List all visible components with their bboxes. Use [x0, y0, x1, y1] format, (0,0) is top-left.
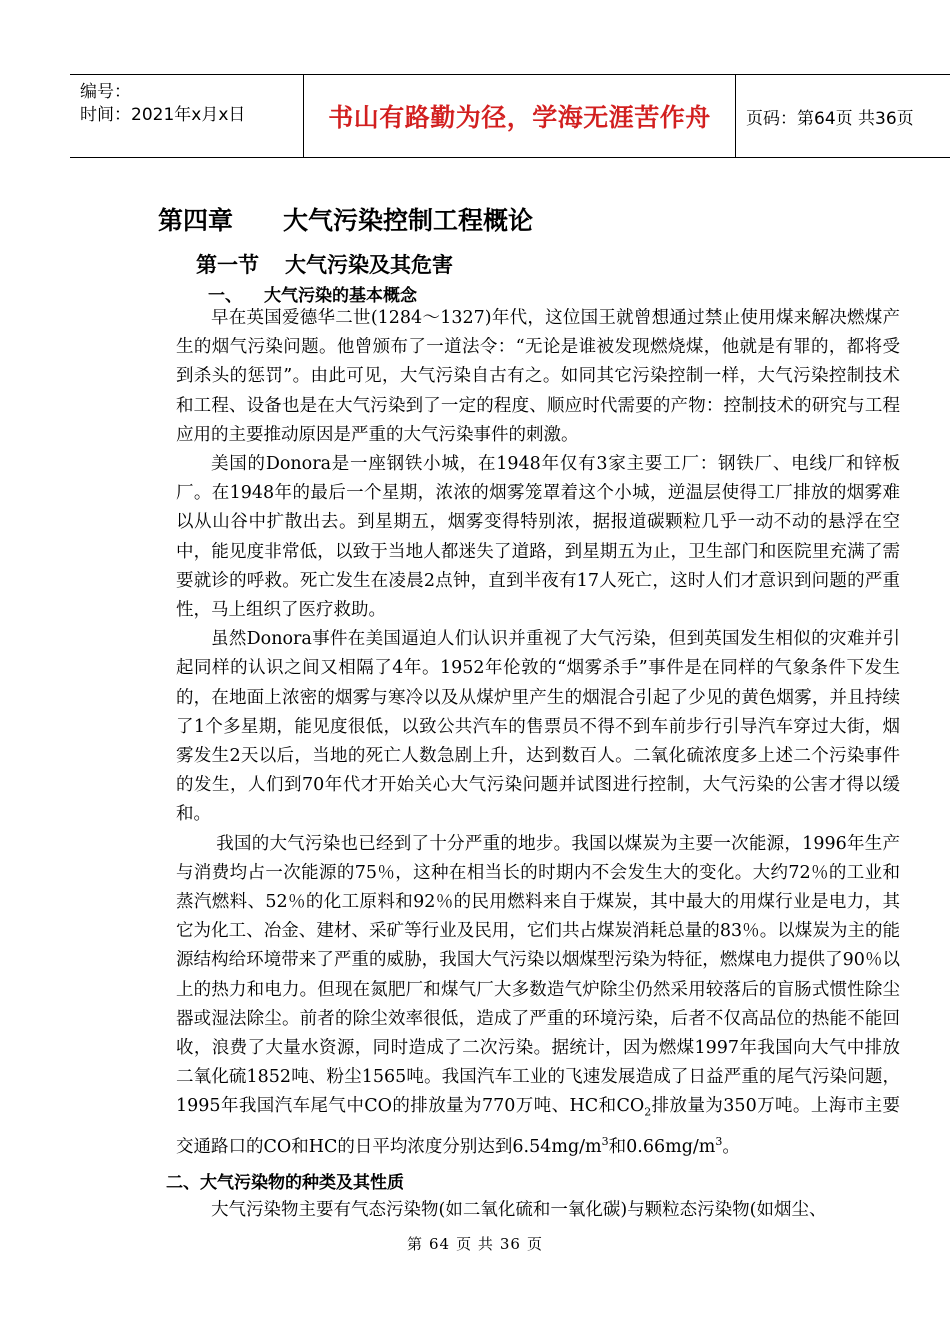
paragraph-4-text-c: 和0.66mg/m: [608, 1137, 716, 1158]
subsection-number: 一、: [208, 286, 242, 306]
header-meta: [70, 75, 304, 157]
footer-current-page: 64: [429, 1235, 451, 1253]
co2-subscript: 2: [644, 1105, 652, 1119]
section-number: 第一节: [196, 253, 259, 277]
subsection-name: 大气污染的基本概念: [264, 286, 417, 306]
paragraph-4-text-d: 。: [722, 1137, 740, 1158]
page-header: [70, 74, 950, 158]
paragraph-4-text-a: 我国的大气污染也已经到了十分严重的地步。我国以煤炭为主要一次能源，1996年生产与消费均占一次能源的75％，这种在相当长的时期内不会发生大的变化。大约72％的工业和蒸汽燃料、52％的化工原料和92％的民用燃料来自于煤炭，其中最大的用煤行业是电力，其它为化工、冶金、建材、采矿等行业及民用，它们共占煤炭消耗总量的83％。以煤炭为主的能源结构给环境带来了严重的威胁，我国大气污染以烟煤型污染为特征，燃煤电力提供了90％以上的热力和电力。但现在氮肥厂和煤气厂大多数造气炉除尘仍然采用较落后的盲肠式惯性除尘器或湿法除尘。前者的除尘效率很低，造成了严重的环境污染，后者不仅高品位的热能不能回收，浪费了大量水资源，同时造成了二次污染。据统计，因为燃煤1997年我国向大气中排放二氧化硫1852吨、粉尘1565吨。我国汽车工业的飞速发展造成了日益严重的尾气污染问题，1995年我国汽车尾气中CO的排放量为770万吨、HC和CO: [176, 833, 900, 1117]
paragraph-1: 早在英国爱德华二世(1284～1327)年代，这位国王就曾想通过禁止使用煤来解决燃煤产生的烟气污染问题。他曾颁布了一道法令：“无论是谁被发现燃烧煤，他就是有罪的，都将受到杀头的惩罚”。由此可见，大气污染自古有之。如同其它污染控制一样，大气污染控制技术和工程、设备也是在大气污染到了一定的程度、顺应时代需要的产物：控制技术的研究与工程应用的主要推动原因是严重的大气污染事件的刺激。: [176, 308, 900, 445]
footer-prefix: 第: [407, 1235, 424, 1253]
body-text: [176, 304, 900, 1162]
section-title: [196, 249, 453, 279]
unit-superscript-1: 3: [601, 1135, 609, 1149]
subsection-heading-1: [208, 281, 417, 306]
document-number-label: 编号：: [80, 82, 131, 102]
document-time-label: 时间：2021年x月x日: [80, 105, 246, 125]
unit-superscript-2: 3: [715, 1135, 723, 1149]
section-name: 大气污染及其危害: [285, 253, 453, 277]
header-motto: 书山有路勤为径，学海无涯苦作舟: [304, 75, 736, 157]
paragraph-5: 大气污染物主要有气态污染物(如二氧化硫和一氧化碳)与颗粒态污染物(如烟尘、: [211, 1200, 827, 1220]
chapter-number: 第四章: [158, 206, 234, 235]
chapter-title: [158, 201, 533, 237]
header-page-code: 页码：第64页 共36页: [746, 108, 914, 129]
subsection-heading-2: 二、大气污染物的种类及其性质: [166, 1173, 404, 1193]
paragraph-2: 美国的Donora是一座钢铁小城，在1948年仅有3家主要工厂：钢铁厂、电线厂和锌板厂。在1948年的最后一个星期，浓浓的烟雾笼罩着这个小城，逆温层使得工厂排放的烟雾难以从山谷中扩散出去。到星期五，烟雾变得特别浓，据报道碳颗粒几乎一动不动的悬浮在空中，能见度非常低，以致于当地人都迷失了道路，到星期五为止，卫生部门和医院里充满了需要就诊的呼救。死亡发生在凌晨2点钟，直到半夜有17人死亡，这时人们才意识到问题的严重性，马上组织了医疗救助。: [176, 454, 900, 621]
footer-total-pages: 36: [499, 1235, 521, 1253]
footer-middle: 页 共: [456, 1235, 494, 1253]
paragraph-4-text-b: 排放量为350万吨。上海市主要交通路口的CO和HC的日平均浓度分别达到6.54mg/m: [176, 1096, 901, 1158]
paragraph-3: 虽然Donora事件在美国逼迫人们认识并重视了大气污染，但到英国发生相似的灾难并引起同样的认识之间又相隔了4年。1952年伦敦的“烟雾杀手”事件是在同样的气象条件下发生的，在地面上浓密的烟雾与寒冷以及从煤炉里产生的烟混合引起了少见的黄色烟雾，并且持续了1个多星期，能见度很低，以致公共汽车的售票员不得不到车前步行引导汽车穿过大街，烟雾发生2天以后，当地的死亡人数急剧上升，达到数百人。二氧化硫浓度多上述二个污染事件的发生，人们到70年代才开始关心大气污染问题并试图进行控制，大气污染的公害才得以缓和。: [176, 629, 900, 825]
page-footer: [0, 1233, 950, 1254]
paragraph-4: [176, 830, 900, 1163]
footer-suffix: 页: [526, 1235, 543, 1253]
chapter-name: 大气污染控制工程概论: [283, 206, 534, 235]
